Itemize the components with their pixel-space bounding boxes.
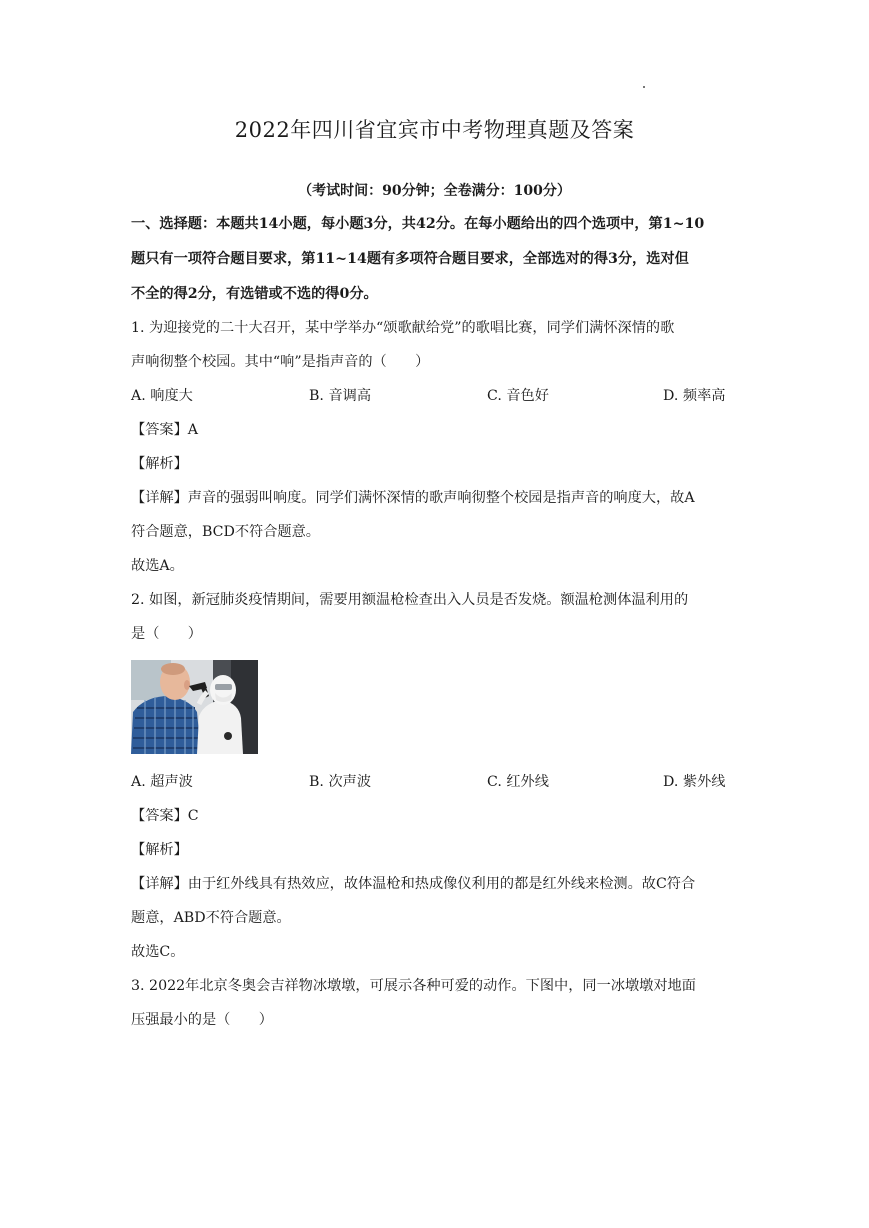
conclusion-line: 故选A。 — [131, 558, 184, 574]
section-heading-line: 题只有一项符合题目要求，第11~14题有多项符合题目要求，全部选对的得3分，选对但 — [131, 251, 689, 267]
detail-line: 题意，ABD不符合题意。 — [131, 910, 291, 926]
document-subtitle: （考试时间：90分钟；全卷满分：100分） — [298, 183, 571, 199]
detail-line: 【详解】声音的强弱叫响度。同学们满怀深情的歌声响彻整个校园是指声音的响度大，故A — [131, 490, 695, 506]
option-b: B. 音调高 — [309, 388, 372, 404]
option-a: A. 响度大 — [131, 388, 193, 404]
document-title: 2022年四川省宜宾市中考物理真题及答案 — [234, 118, 635, 142]
temperature-check-photo — [131, 660, 258, 754]
question-stem-line: 1. 为迎接党的二十大召开，某中学举办“颂歌献给党”的歌唱比赛，同学们满怀深情的歌 — [131, 320, 675, 336]
question-stem-line: 3. 2022年北京冬奥会吉祥物冰墩墩，可展示各种可爱的动作。下图中，同一冰墩墩对地面 — [131, 978, 696, 994]
option-d: D. 紫外线 — [663, 774, 726, 790]
detail-line: 【详解】由于红外线具有热效应，故体温枪和热成像仪利用的都是红外线来检测。故C符合 — [131, 876, 696, 892]
answer-line: 【答案】A — [131, 422, 198, 438]
question-stem-line: 2. 如图，新冠肺炎疫情期间，需要用额温枪检查出入人员是否发烧。额温枪测体温利用的 — [131, 592, 689, 608]
option-b: B. 次声波 — [309, 774, 372, 790]
option-c: C. 音色好 — [487, 388, 549, 404]
question-stem-line: 声响彻整个校园。其中“响”是指声音的（ ） — [131, 354, 430, 370]
question-stem-line: 压强最小的是（ ） — [131, 1012, 273, 1028]
option-a: A. 超声波 — [131, 774, 193, 790]
conclusion-line: 故选C。 — [131, 944, 185, 960]
option-c: C. 红外线 — [487, 774, 549, 790]
question-options — [131, 386, 739, 406]
section-heading-line: 不全的得2分，有选错或不选的得0分。 — [131, 286, 378, 302]
question-options — [131, 772, 739, 792]
section-heading-line: 一、选择题：本题共14小题，每小题3分，共42分。在每小题给出的四个选项中，第1~10 — [131, 216, 705, 232]
answer-line: 【答案】C — [131, 808, 199, 824]
analysis-label: 【解析】 — [131, 456, 188, 472]
question-stem-line: 是（ ） — [131, 626, 202, 642]
detail-line: 符合题意，BCD不符合题意。 — [131, 524, 320, 540]
option-d: D. 频率高 — [663, 388, 726, 404]
analysis-label: 【解析】 — [131, 842, 188, 858]
page-mark — [643, 86, 645, 88]
